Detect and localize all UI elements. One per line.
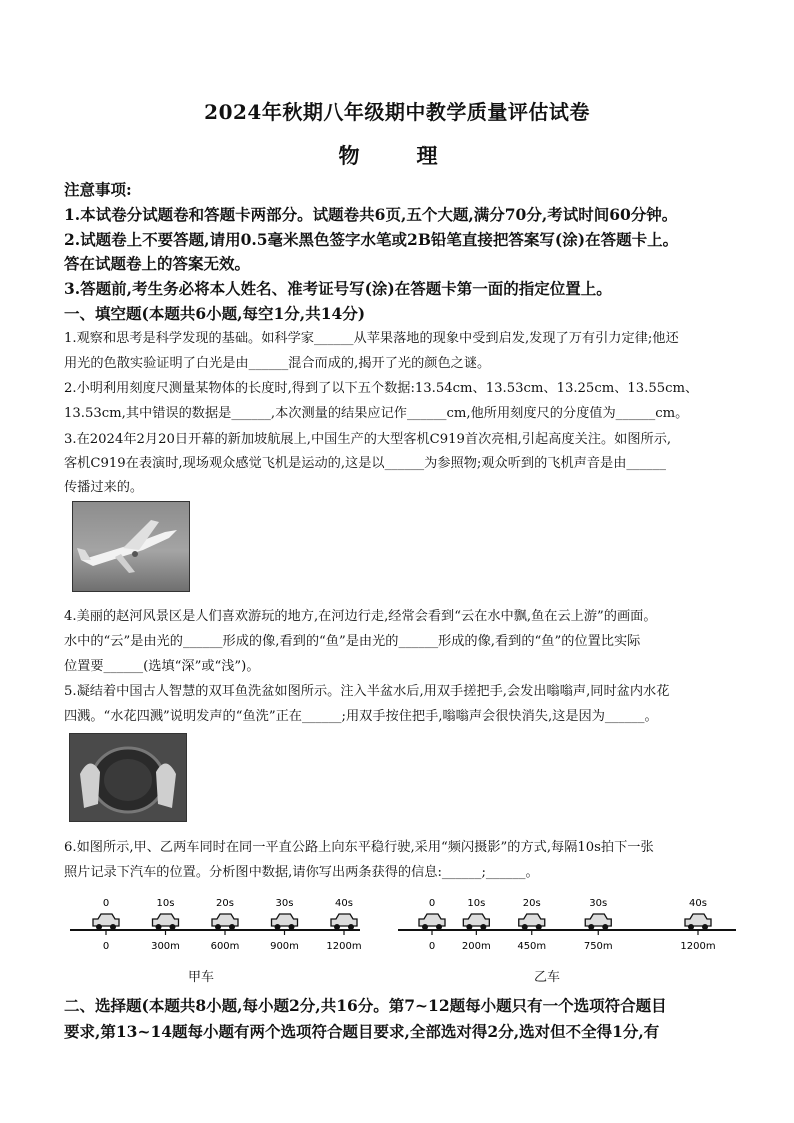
time-label: 10s bbox=[467, 898, 486, 909]
car-icon bbox=[93, 914, 119, 930]
car-icon bbox=[419, 914, 445, 930]
airplane-icon bbox=[73, 502, 189, 591]
q6-line: 6.如图所示,甲、乙两车同时在同一平直公路上向东平稳行驶,采用“频闪摄影”的方式,每隔10s拍下一张 bbox=[64, 840, 654, 855]
exam-title: 2024年秋期八年级期中教学质量评估试卷 bbox=[204, 100, 590, 124]
notes-heading: 注意事项: bbox=[64, 180, 132, 199]
time-label: 20s bbox=[522, 898, 541, 909]
time-label: 20s bbox=[216, 898, 234, 909]
car-icon bbox=[685, 914, 711, 930]
car-icon bbox=[463, 914, 489, 930]
time-label: 40s bbox=[335, 898, 353, 909]
note-item: 答在试题卷上的答案无效。 bbox=[64, 254, 251, 273]
q1-line: 用光的色散实验证明了白光是由______混合而成的,揭开了光的颜色之谜。 bbox=[64, 356, 491, 371]
time-label: 40s bbox=[689, 898, 707, 909]
fish-basin-photo bbox=[69, 733, 187, 822]
time-label: 30s bbox=[589, 898, 608, 909]
car-icon bbox=[212, 914, 238, 930]
q4-line: 4.美丽的赵河风景区是人们喜欢游玩的地方,在河边行走,经常会看到“云在水中飘,鱼在云上游”的画面。 bbox=[64, 609, 657, 624]
time-label: 0 bbox=[428, 898, 436, 909]
section2-line: 要求,第13~14题每小题有两个选项符合题目要求,全部选对得2分,选对但不全得1分,有 bbox=[64, 1022, 660, 1041]
car-b-caption: 乙车 bbox=[534, 970, 561, 985]
q3-line: 客机C919在表演时,现场观众感觉飞机是运动的,这是以______为参照物;观众听到的飞机声音是由______ bbox=[64, 456, 666, 471]
subject-title: 物 理 bbox=[338, 143, 456, 168]
distance-label: 200m bbox=[461, 941, 491, 952]
q1-line: 1.观察和思考是科学发现的基础。如科学家______从苹果落地的现象中受到启发,发现了万有引力定律;他还 bbox=[64, 331, 679, 346]
q5-line: 四溅。“水花四溅”说明发声的“鱼洗”正在______;用双手按住把手,嗡嗡声会很快消失,这是因为______。 bbox=[64, 709, 658, 724]
distance-label: 450m bbox=[517, 941, 547, 952]
q2-line: 2.小明利用刻度尺测量某物体的长度时,得到了以下五个数据:13.54cm、13.53cm、13.25cm、13.55cm、 bbox=[64, 381, 699, 396]
distance-label: 1200m bbox=[326, 941, 362, 952]
q3-line: 传播过来的。 bbox=[64, 480, 144, 495]
q4-line: 水中的“云”是由光的______形成的像,看到的“鱼”是由光的______形成的像,看到的“鱼”的位置比实际 bbox=[64, 634, 641, 649]
q4-line: 位置要______(选填“深”或“浅”)。 bbox=[64, 659, 260, 674]
c919-airplane-photo bbox=[72, 501, 190, 592]
car-a-diagram bbox=[70, 898, 362, 952]
car-icon bbox=[585, 914, 611, 930]
note-item: 3.答题前,考生务必将本人姓名、准考证号写(涂)在答题卡第一面的指定位置上。 bbox=[64, 279, 612, 298]
distance-label: 750m bbox=[583, 941, 613, 952]
car-a-caption: 甲车 bbox=[188, 970, 215, 985]
note-item: 1.本试卷分试题卷和答题卡两部分。试题卷共6页,五个大题,满分70分,考试时间60分钟。 bbox=[64, 205, 678, 224]
q6-line: 照片记录下汽车的位置。分析图中数据,请你写出两条获得的信息:______;______。 bbox=[64, 865, 539, 880]
car-icon bbox=[272, 914, 298, 930]
q5-line: 5.凝结着中国古人智慧的双耳鱼洗盆如图所示。注入半盆水后,用双手搓把手,会发出嗡嗡声,同时盆内水花 bbox=[64, 684, 670, 699]
distance-label: 1200m bbox=[680, 941, 716, 952]
time-label: 0 bbox=[102, 898, 110, 909]
car-icon bbox=[153, 914, 179, 930]
section1-heading: 一、填空题(本题共6小题,每空1分,共14分) bbox=[64, 304, 366, 323]
distance-label: 0 bbox=[428, 941, 436, 952]
car-b-diagram bbox=[398, 898, 736, 952]
basin-icon bbox=[70, 734, 186, 821]
car-icon bbox=[331, 914, 357, 930]
q2-line: 13.53cm,其中错误的数据是______,本次测量的结果应记作______cm,他所用刻度尺的分度值为______cm。 bbox=[64, 406, 689, 421]
note-item: 2.试题卷上不要答题,请用0.5毫米黑色签字水笔或2B铅笔直接把答案写(涂)在答题卡上。 bbox=[64, 230, 679, 249]
q3-line: 3.在2024年2月20日开幕的新加坡航展上,中国生产的大型客机C919首次亮相,引起高度关注。如图所示, bbox=[64, 432, 672, 447]
distance-label: 0 bbox=[102, 941, 110, 952]
distance-label: 300m bbox=[151, 941, 180, 952]
time-label: 30s bbox=[275, 898, 294, 909]
distance-label: 900m bbox=[270, 941, 299, 952]
car-icon bbox=[519, 914, 545, 930]
car-frequency-diagram bbox=[60, 888, 740, 988]
distance-label: 600m bbox=[210, 941, 240, 952]
section2-line: 二、选择题(本题共8小题,每小题2分,共16分。第7~12题每小题只有一个选项符合题目 bbox=[64, 996, 667, 1015]
time-label: 10s bbox=[156, 898, 175, 909]
